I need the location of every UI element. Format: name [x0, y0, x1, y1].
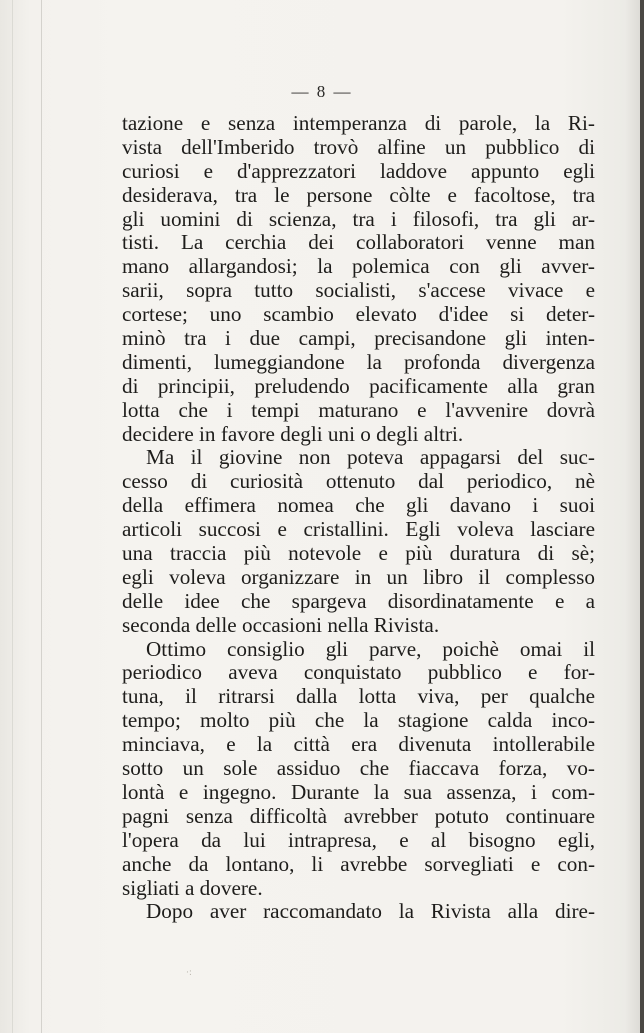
body-text	[122, 112, 595, 924]
text-line: sarii, sopra tutto socialisti, s'accese vivace e	[122, 278, 595, 303]
text-line: tuna, il ritrarsi dalla lotta viva, per qualche	[122, 684, 595, 709]
gutter-line	[41, 0, 42, 1033]
text-line: delle idee che spargeva disordinatamente e a	[122, 588, 595, 613]
text-line: lontà e ingegno. Durante la sua assenza, i com-	[122, 779, 595, 804]
text-line: decidere in favore degli uni o degli altri.	[122, 421, 464, 446]
text-line: di principii, preludendo pacificamente alla gran	[122, 373, 595, 398]
text-line: una traccia più notevole e più duratura di sè;	[122, 541, 595, 566]
text-line: gli uomini di scienza, tra i filosofi, tra gli ar-	[122, 206, 595, 231]
text-line: Ottimo consiglio gli parve, poichè omai il	[146, 636, 595, 661]
text-line: vista dell'Imberido trovò alfine un pubblico di	[122, 134, 595, 159]
page-right-edge	[640, 0, 644, 1033]
text-line: tempo; molto più che la stagione calda inco-	[122, 708, 595, 733]
text-line: Ma il giovine non poteva appagarsi del suc-	[146, 445, 595, 470]
text-line: dimenti, lumeggiandone la profonda divergenza	[122, 349, 595, 374]
text-line: anche da lontano, li avrebbe sorvegliati e con-	[122, 851, 595, 876]
page-edge-line	[12, 0, 13, 1033]
text-line: cortese; uno scambio elevato d'idee si deter-	[122, 302, 595, 327]
text-line: minò tra i due campi, precisandone gli inten-	[122, 326, 595, 351]
paper-speck: ·:	[186, 968, 192, 978]
text-line: l'opera da lui intrapresa, e al bisogno egli,	[122, 827, 595, 852]
text-line: sigliati a dovere.	[122, 875, 263, 900]
text-line: curiosi e d'apprezzatori laddove appunto egli	[122, 158, 595, 183]
text-line: minciava, e la città era divenuta intollerabile	[122, 732, 595, 757]
text-line: egli voleva organizzare in un libro il complesso	[122, 564, 595, 589]
text-line: articoli succosi e cristallini. Egli voleva lasciare	[122, 517, 595, 542]
page-number: — 8 —	[291, 82, 353, 101]
text-line: sotto un sole assiduo che fiaccava forza, vo-	[122, 756, 595, 781]
text-line: cesso di curiosità ottenuto dal periodico, nè	[122, 469, 595, 494]
text-line: desiderava, tra le persone còlte e facoltose, tra	[122, 182, 595, 207]
text-line: Dopo aver raccomandato la Rivista alla dire-	[146, 899, 595, 924]
text-line: lotta che i tempi maturano e l'avvenire dovrà	[122, 397, 595, 422]
text-line: mano allargandosi; la polemica con gli avver-	[122, 254, 595, 279]
text-line: della effimera nomea che gli davano i suoi	[122, 493, 595, 518]
text-line: tazione e senza intemperanza di parole, la Ri-	[122, 111, 595, 135]
text-line: periodico aveva conquistato pubblico e for-	[122, 660, 595, 685]
text-line: pagni senza difficoltà avrebber potuto continuare	[122, 803, 595, 828]
text-line: seconda delle occasioni nella Rivista.	[122, 612, 440, 637]
text-line: tisti. La cerchia dei collaboratori venne man	[122, 230, 595, 255]
